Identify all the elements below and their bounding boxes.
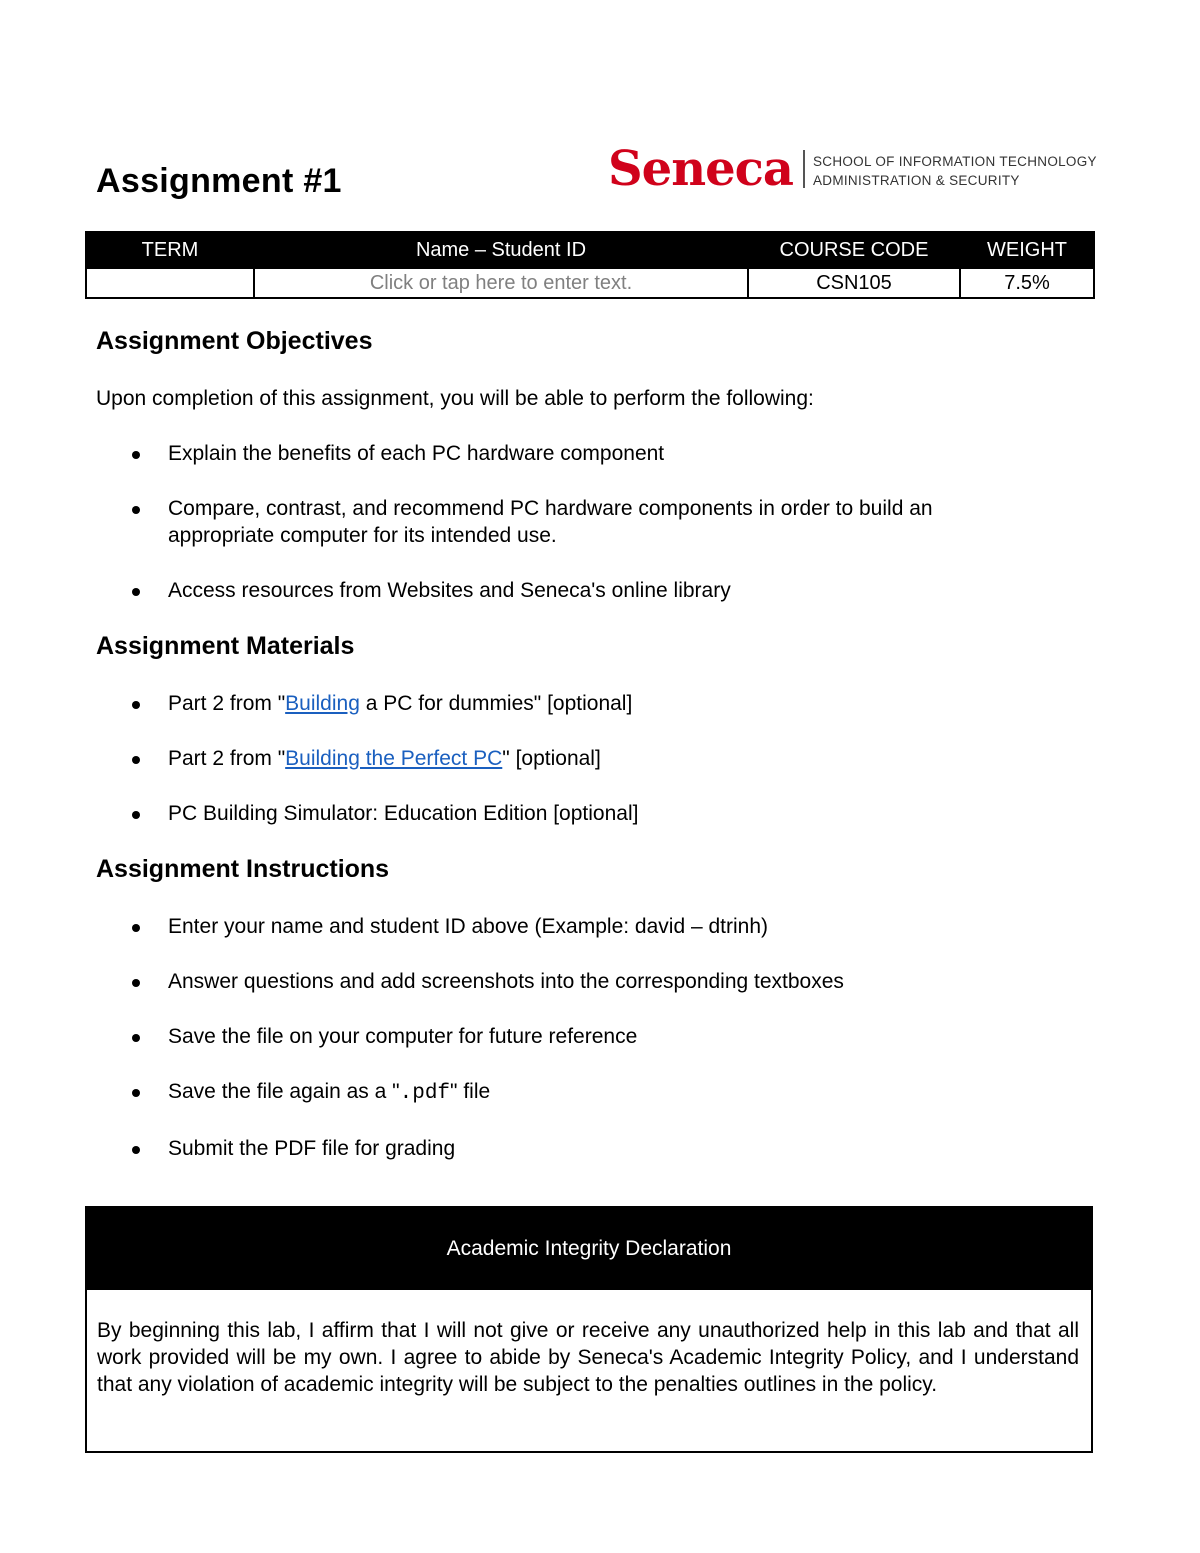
instructions-heading: Assignment Instructions xyxy=(96,855,390,883)
list-item-text: Enter your name and student ID above (Example: david – dtrinh) xyxy=(168,915,768,938)
bullet-icon xyxy=(132,1146,140,1154)
bullet-icon xyxy=(132,451,140,459)
list-item-text: PC Building Simulator: Education Edition [optional] xyxy=(168,802,639,825)
logo-subtitle-line2: ADMINISTRATION & SECURITY xyxy=(812,172,1020,188)
logo-divider xyxy=(803,150,805,188)
logo-subtitle-line1: SCHOOL OF INFORMATION TECHNOLOGY xyxy=(812,153,1097,169)
list-item xyxy=(0,577,1040,604)
list-item: Part 2 from "Building the Perfect PC" [optional] xyxy=(0,745,1040,772)
building-link[interactable]: Building xyxy=(285,692,360,715)
logo-wordmark: Seneca xyxy=(608,141,793,197)
list-item: Save the file again as a ".pdf" file xyxy=(0,1078,1040,1107)
course-info-value-row xyxy=(86,268,1094,298)
list-item xyxy=(0,495,1040,549)
list-item xyxy=(0,1135,1040,1162)
bullet-icon xyxy=(132,1089,140,1097)
integrity-statement: By beginning this lab, I affirm that I will not give or receive any unauthorized help in this lab and that all work provided will be my own. I agree to abide by Seneca's Academic Integrity Policy, and I understand that any violation of academic integrity will be subject to the penalties outlines in the policy. xyxy=(97,1319,1079,1396)
bullet-icon xyxy=(132,979,140,987)
bullet-icon xyxy=(132,588,140,596)
bullet-icon xyxy=(132,701,140,709)
name-student-id-field[interactable]: Click or tap here to enter text. xyxy=(254,268,748,298)
list-item xyxy=(0,913,1040,940)
list-item xyxy=(0,968,1040,995)
weight-value: 7.5% xyxy=(960,268,1094,298)
list-item-text: Save the file on your computer for future reference xyxy=(168,1025,638,1048)
objectives-heading: Assignment Objectives xyxy=(96,327,373,355)
list-item xyxy=(0,440,1040,467)
list-item xyxy=(0,1023,1040,1050)
name-header: Name – Student ID xyxy=(254,232,748,268)
course-code-value: CSN105 xyxy=(748,268,960,298)
integrity-heading: Academic Integrity Declaration xyxy=(87,1208,1091,1290)
list-item-text: Compare, contrast, and recommend PC hardware components in order to build an appropriate computer for its intended use. xyxy=(168,497,933,547)
objectives-intro: Upon completion of this assignment, you will be able to perform the following: xyxy=(96,387,814,410)
academic-integrity-box xyxy=(85,1206,1093,1453)
list-item-text: Explain the benefits of each PC hardware component xyxy=(168,442,665,465)
course-info-table xyxy=(85,231,1095,299)
materials-list xyxy=(0,690,1040,855)
building-perfect-pc-link[interactable]: Building the Perfect PC xyxy=(285,747,503,770)
list-item xyxy=(0,800,1040,827)
pdf-extension-code: .pdf xyxy=(399,1082,451,1105)
seneca-logo xyxy=(608,141,1097,197)
course-code-header: COURSE CODE xyxy=(748,232,960,268)
materials-heading: Assignment Materials xyxy=(96,632,355,660)
term-field[interactable] xyxy=(86,268,254,298)
list-item-text: Access resources from Websites and Seneca's online library xyxy=(168,579,731,602)
course-info-header-row xyxy=(86,232,1094,268)
instructions-list xyxy=(0,913,1040,1190)
bullet-icon xyxy=(132,811,140,819)
bullet-icon xyxy=(132,756,140,764)
objectives-list xyxy=(0,440,1040,632)
list-item-text: Submit the PDF file for grading xyxy=(168,1137,456,1160)
bullet-icon xyxy=(132,924,140,932)
list-item: Part 2 from "Building a PC for dummies" [optional] xyxy=(0,690,1040,717)
bullet-icon xyxy=(132,1034,140,1042)
logo-subtitle xyxy=(813,152,1097,190)
weight-header: WEIGHT xyxy=(960,232,1094,268)
bullet-icon xyxy=(132,506,140,514)
list-item-text: Answer questions and add screenshots into the corresponding textboxes xyxy=(168,970,844,993)
term-header: TERM xyxy=(86,232,254,268)
page-title: Assignment #1 xyxy=(96,162,342,200)
